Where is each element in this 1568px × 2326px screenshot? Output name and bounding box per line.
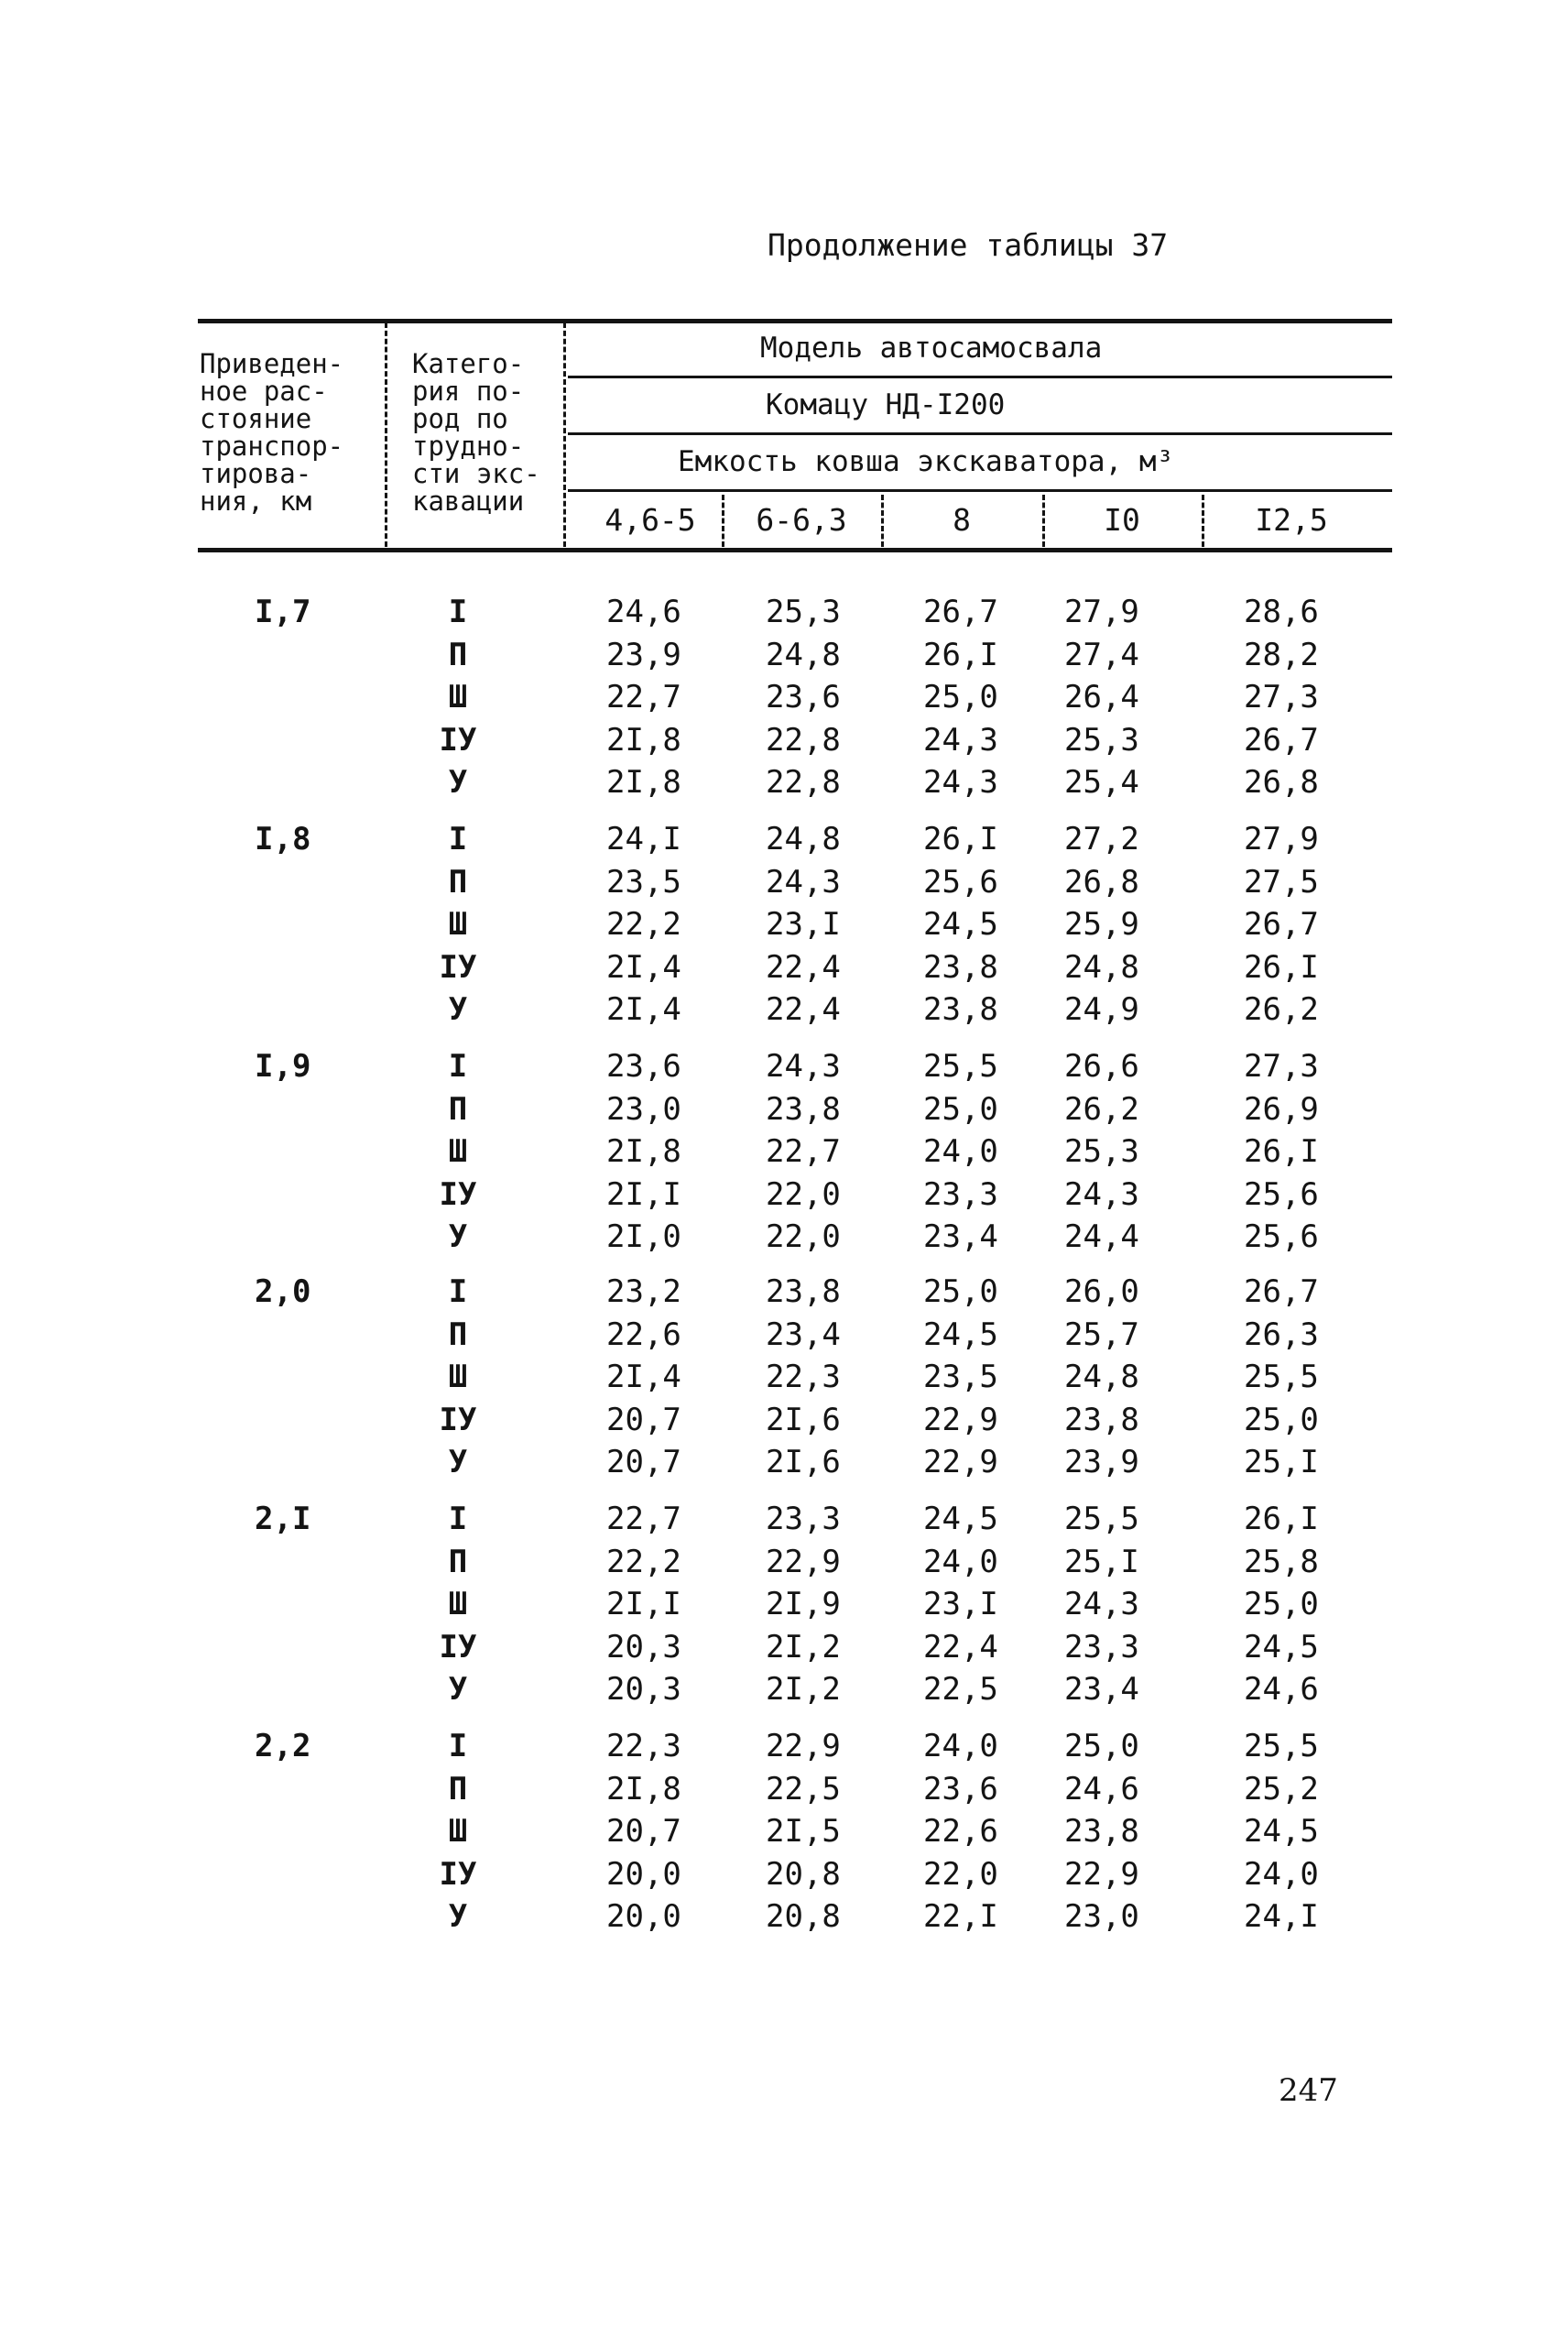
table-cell: 23,0 [1064,1898,1139,1935]
category-value: У [448,991,468,1028]
table-cell: 22,I [923,1898,998,1935]
table-cell: 26,8 [1064,863,1139,901]
table-cell: 2I,2 [766,1671,841,1708]
capacity-separator [1042,495,1045,547]
header-bottom-rule [198,548,1392,552]
table-cell: 23,8 [766,1273,841,1310]
category-value: I [448,821,468,857]
table-top-rule [198,319,1392,323]
model-name: Комацу НД-I200 [766,388,1006,421]
table-cell: 22,9 [923,1401,998,1438]
capacity-column-header: I0 [1104,502,1140,538]
table-cell: 2I,4 [606,948,681,986]
header-separator [563,322,566,547]
table-cell: 25,7 [1064,1316,1139,1353]
table-cell: 23,I [923,1586,998,1622]
table-cell: 25,6 [923,863,998,901]
table-cell: 23,2 [606,1273,681,1310]
table-cell: 20,7 [606,1444,681,1480]
table-cell: 2I,5 [766,1813,841,1850]
table-cell: 26,7 [1244,1273,1319,1310]
category-value: П [448,1090,468,1128]
table-cell: 26,3 [1244,1316,1319,1353]
table-cell: 22,3 [606,1728,681,1764]
table-cell: 24,3 [1064,1586,1139,1622]
table-cell: 26,I [1244,1133,1319,1170]
table-cell: 22,0 [923,1855,998,1893]
capacity-column-header: 6-6,3 [756,502,847,538]
table-cell: 20,3 [606,1628,681,1665]
category-value: IУ [439,948,477,986]
table-cell: 24,5 [1244,1628,1319,1665]
distance-value: I,8 [255,821,311,857]
table-cell: 25,6 [1244,1218,1319,1255]
table-cell: 27,9 [1064,594,1139,630]
table-cell: 27,9 [1244,821,1319,857]
table-cell: 23,9 [606,636,681,673]
distance-value: 2,0 [255,1273,311,1310]
table-cell: 22,9 [766,1543,841,1580]
category-value: I [448,594,468,630]
table-cell: 24,3 [1064,1175,1139,1213]
table-caption: Продолжение таблицы 37 [768,227,1169,263]
table-cell: 2I,8 [606,1133,681,1170]
table-cell: 2I,I [606,1586,681,1622]
table-cell: 2I,8 [606,721,681,759]
table-cell: 24,6 [1244,1671,1319,1708]
table-cell: 25,0 [1244,1401,1319,1438]
category-value: Ш [448,1133,468,1170]
table-cell: 25,5 [1064,1501,1139,1537]
table-cell: 23,4 [1064,1671,1139,1708]
category-value: IУ [439,1628,477,1665]
table-cell: 24,5 [923,1316,998,1353]
table-cell: 25,3 [1064,721,1139,759]
table-cell: 25,4 [1064,764,1139,801]
distance-value: 2,I [255,1501,311,1537]
table-cell: 22,9 [1064,1855,1139,1893]
table-cell: 20,8 [766,1898,841,1935]
table-cell: 24,5 [923,1501,998,1537]
table-cell: 24,8 [1064,948,1139,986]
table-cell: 23,5 [606,863,681,901]
capacity-column-header: 8 [953,502,971,538]
table-cell: 26,2 [1064,1090,1139,1128]
category-value: IУ [439,1401,477,1438]
category-value: Ш [448,1813,468,1850]
table-cell: 23,0 [606,1090,681,1128]
table-cell: 24,6 [606,594,681,630]
table-cell: 26,7 [1244,906,1319,943]
category-value: У [448,1218,468,1255]
table-cell: 23,3 [766,1501,841,1537]
category-value: I [448,1501,468,1537]
category-value: IУ [439,721,477,759]
table-cell: 2I,4 [606,991,681,1028]
table-cell: 22,5 [923,1671,998,1708]
table-cell: 26,I [1244,1501,1319,1537]
table-cell: 23,8 [923,991,998,1028]
table-cell: 22,4 [766,991,841,1028]
table-cell: 27,3 [1244,1048,1319,1085]
table-cell: 23,8 [1064,1813,1139,1850]
table-cell: 24,I [606,821,681,857]
model-label: Модель автосамосвала [760,332,1103,365]
table-cell: 25,5 [1244,1359,1319,1395]
table-cell: 23,3 [1064,1628,1139,1665]
table-cell: 2I,0 [606,1218,681,1255]
table-cell: 25,0 [923,1090,998,1128]
table-cell: 23,5 [923,1359,998,1395]
distance-value: I,9 [255,1048,311,1085]
category-value: I [448,1048,468,1085]
table-cell: 26,7 [1244,721,1319,759]
header-separator [385,322,387,547]
table-cell: 22,9 [766,1728,841,1764]
table-cell: 2I,2 [766,1628,841,1665]
model-name-rule [568,432,1392,435]
table-cell: 25,5 [1244,1728,1319,1764]
category-value: У [448,1444,468,1480]
table-cell: 20,3 [606,1671,681,1708]
table-cell: 24,0 [923,1133,998,1170]
table-cell: 26,0 [1064,1273,1139,1310]
category-value: У [448,1671,468,1708]
table-cell: 22,3 [766,1359,841,1395]
category-value: Ш [448,679,468,715]
table-cell: 2I,9 [766,1586,841,1622]
category-value: П [448,1316,468,1353]
table-cell: 23,3 [923,1175,998,1213]
table-cell: 20,8 [766,1855,841,1893]
page-number: 247 [1279,2072,1338,2109]
table-cell: 24,8 [1064,1359,1139,1395]
table-cell: 25,I [1244,1444,1319,1480]
table-cell: 22,9 [923,1444,998,1480]
table-cell: 22,7 [766,1133,841,1170]
table-cell: 25,3 [766,594,841,630]
capacity-column-header: I2,5 [1255,502,1328,538]
table-cell: 26,I [923,821,998,857]
capacity-label-rule [568,489,1392,492]
table-cell: 22,8 [766,764,841,801]
category-value: У [448,764,468,801]
table-cell: 22,7 [606,1501,681,1537]
table-cell: 27,3 [1244,679,1319,715]
table-cell: 25,0 [923,679,998,715]
table-cell: 26,4 [1064,679,1139,715]
category-value: Ш [448,1586,468,1622]
table-cell: 24,6 [1064,1770,1139,1807]
table-cell: 26,9 [1244,1090,1319,1128]
table-cell: 22,7 [606,679,681,715]
table-cell: 20,7 [606,1813,681,1850]
table-cell: 26,8 [1244,764,1319,801]
table-cell: 25,8 [1244,1543,1319,1580]
table-cell: 23,8 [766,1090,841,1128]
distance-column-header: Приведен- ное рас- стояние транспор- тирова- ния, км [200,348,344,517]
table-cell: 25,3 [1064,1133,1139,1170]
table-cell: 23,6 [606,1048,681,1085]
distance-value: 2,2 [255,1728,311,1764]
category-value: I [448,1728,468,1764]
table-cell: 2I,8 [606,764,681,801]
table-cell: 27,4 [1064,636,1139,673]
table-cell: 23,4 [923,1218,998,1255]
table-cell: 25,I [1064,1543,1139,1580]
table-cell: 24,0 [923,1543,998,1580]
table-cell: 20,0 [606,1855,681,1893]
table-cell: 23,I [766,906,841,943]
table-cell: 24,4 [1064,1218,1139,1255]
capacity-separator [1202,495,1204,547]
table-cell: 22,0 [766,1175,841,1213]
table-cell: 2I,I [606,1175,681,1213]
table-cell: 27,2 [1064,821,1139,857]
category-value: Ш [448,906,468,943]
category-value: IУ [439,1855,477,1893]
table-cell: 22,8 [766,721,841,759]
table-cell: 25,0 [1244,1586,1319,1622]
table-cell: 22,5 [766,1770,841,1807]
table-cell: 26,7 [923,594,998,630]
category-value: I [448,1273,468,1310]
table-cell: 23,4 [766,1316,841,1353]
capacity-column-header: 4,6-5 [604,502,696,538]
table-cell: 20,7 [606,1401,681,1438]
table-cell: 22,4 [766,948,841,986]
category-value: П [448,636,468,673]
capacity-label: Емкость ковша экскаватора, м³ [678,445,1174,478]
table-cell: 24,I [1244,1898,1319,1935]
category-value: IУ [439,1175,477,1213]
table-cell: 24,3 [766,863,841,901]
table-cell: 25,9 [1064,906,1139,943]
table-cell: 27,5 [1244,863,1319,901]
table-cell: 24,0 [923,1728,998,1764]
table-cell: 24,8 [766,636,841,673]
table-cell: 22,2 [606,906,681,943]
table-cell: 22,6 [923,1813,998,1850]
table-cell: 23,8 [1064,1401,1139,1438]
table-cell: 2I,8 [606,1770,681,1807]
category-value: П [448,863,468,901]
table-cell: 26,I [923,636,998,673]
table-cell: 24,3 [923,721,998,759]
table-cell: 22,2 [606,1543,681,1580]
table-cell: 22,6 [606,1316,681,1353]
table-cell: 24,3 [766,1048,841,1085]
category-value: П [448,1543,468,1580]
category-value: У [448,1898,468,1935]
table-cell: 24,0 [1244,1855,1319,1893]
table-cell: 25,5 [923,1048,998,1085]
table-cell: 20,0 [606,1898,681,1935]
capacity-separator [881,495,884,547]
table-cell: 2I,6 [766,1444,841,1480]
table-cell: 23,6 [766,679,841,715]
category-column-header: Катего- рия по- род по трудно- сти экс- кавации [412,348,540,517]
table-cell: 25,0 [923,1273,998,1310]
table-cell: 25,0 [1064,1728,1139,1764]
table-cell: 2I,6 [766,1401,841,1438]
table-cell: 25,6 [1244,1175,1319,1213]
table-cell: 24,5 [1244,1813,1319,1850]
table-cell: 26,6 [1064,1048,1139,1085]
table-cell: 23,6 [923,1770,998,1807]
table-cell: 24,3 [923,764,998,801]
model-label-rule [568,376,1392,378]
distance-value: I,7 [255,594,311,630]
table-cell: 25,2 [1244,1770,1319,1807]
table-cell: 2I,4 [606,1359,681,1395]
table-cell: 23,8 [923,948,998,986]
table-cell: 23,9 [1064,1444,1139,1480]
table-cell: 28,6 [1244,594,1319,630]
category-value: П [448,1770,468,1807]
table-cell: 24,8 [766,821,841,857]
table-cell: 26,I [1244,948,1319,986]
table-cell: 22,4 [923,1628,998,1665]
table-cell: 26,2 [1244,991,1319,1028]
table-cell: 24,5 [923,906,998,943]
table-cell: 22,0 [766,1218,841,1255]
table-cell: 28,2 [1244,636,1319,673]
table-cell: 24,9 [1064,991,1139,1028]
category-value: Ш [448,1359,468,1395]
